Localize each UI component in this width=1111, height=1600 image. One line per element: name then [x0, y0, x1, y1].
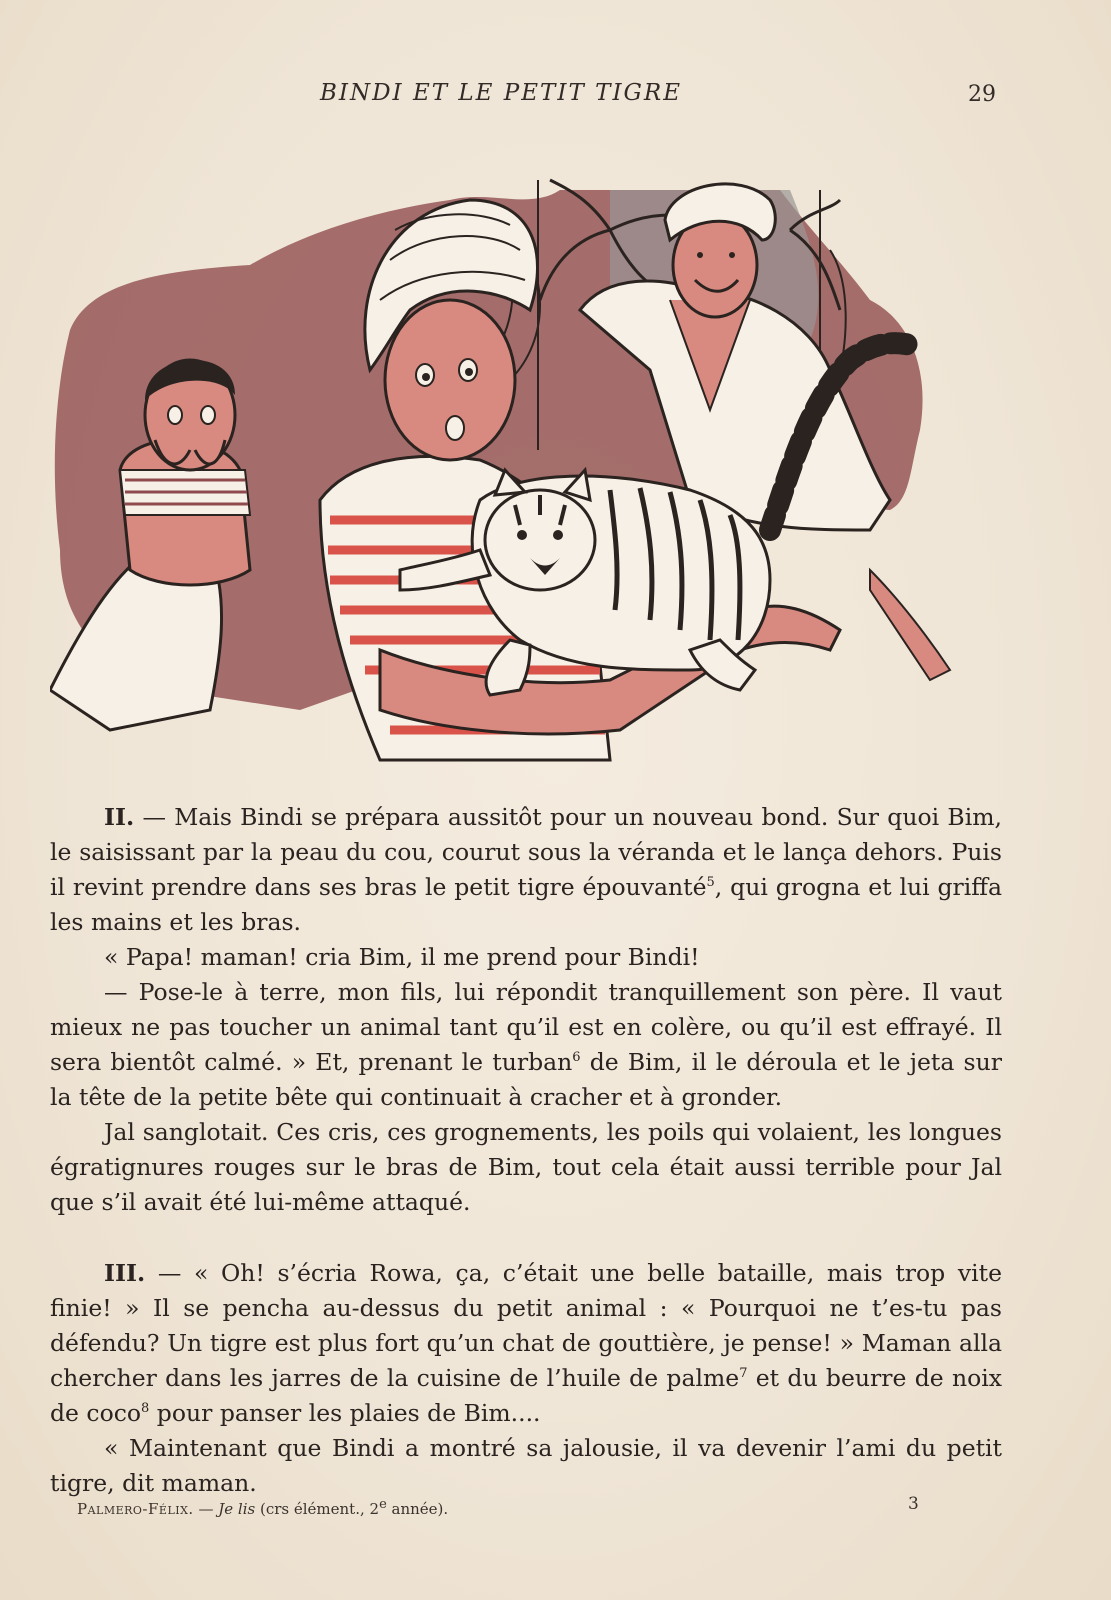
footer-edition-end: année). [386, 1500, 449, 1518]
footer-dash: — [193, 1500, 219, 1518]
footer-credit [77, 1497, 449, 1518]
paragraph [50, 940, 1002, 975]
paragraph-text: — Pose-le à terre, mon fils, lui répondit tranquillement son père. Il vaut mieux ne pas toucher un animal tant qu’il est en colère, ou qu’il est effrayé. Il sera bientôt calmé. » Et, prenant le turban [50, 978, 1002, 1076]
paragraph-text: de Bim, il le déroula et le jeta sur la tête de la petite bête qui continuait à cracher et à gronder. [50, 1048, 1002, 1111]
paragraph-text: et du beurre de noix de coco [50, 1364, 1002, 1427]
footer-edition: (crs élément., 2 [255, 1500, 380, 1518]
paragraph-text: « Papa! maman! cria Bim, il me prend pour Bindi! [104, 943, 700, 971]
footer-edition-sup: e [379, 1497, 387, 1512]
footnote-marker: 7 [739, 1366, 748, 1382]
footnote-marker: 8 [141, 1401, 150, 1417]
paragraph [50, 975, 1002, 1115]
running-title: BINDI ET LE PETIT TIGRE [320, 80, 683, 106]
paragraph-text: Jal sanglotait. Ces cris, ces grognements, les poils qui volaient, les longues égratignures rouges sur le bras de Bim, tout cela était aussi terrible pour Jal que s’il avait été lui-même attaqué. [50, 1118, 1002, 1216]
paragraph-text: , qui grogna et lui griffa les mains et les bras. [50, 873, 1002, 936]
footer-author: Palmero-Félix. [77, 1500, 194, 1518]
section-numeral: II. [104, 803, 135, 831]
paragraph [50, 800, 1002, 940]
paragraph-text: « Maintenant que Bindi a montré sa jalousie, il va devenir l’ami du petit tigre, dit maman. [50, 1434, 1002, 1497]
illustration [50, 170, 1000, 770]
paragraph-text: — « Oh! s’écria Rowa, ça, c’était une belle bataille, mais trop vite finie! » Il se pencha au-dessus du petit animal : « Pourquoi ne t’es-tu pas défendu? Un tigre est plus fort qu’un chat de gouttière, je pense! » Maman alla chercher dans les jarres de la cuisine de l’huile de palme [50, 1259, 1002, 1392]
paragraph [50, 1115, 1002, 1220]
paragraph-text: pour panser les plaies de Bim.... [149, 1399, 541, 1427]
footnote-marker: 6 [572, 1050, 581, 1066]
footnote-marker: 5 [706, 875, 715, 891]
signature-mark: 3 [908, 1494, 919, 1514]
paragraph-text: — Mais Bindi se prépara aussitôt pour un nouveau bond. Sur quoi Bim, le saisissant par la peau du cou, courut sous la véranda et le lança dehors. Puis il revint prendre dans ses bras le petit tigre épouvanté [50, 803, 1002, 901]
story-text [50, 800, 1002, 1501]
section-numeral: III. [104, 1259, 146, 1287]
paragraph [50, 1256, 1002, 1431]
footer-book-title: Je lis [218, 1500, 256, 1518]
paragraph [50, 1431, 1002, 1501]
page-number: 29 [968, 82, 996, 107]
